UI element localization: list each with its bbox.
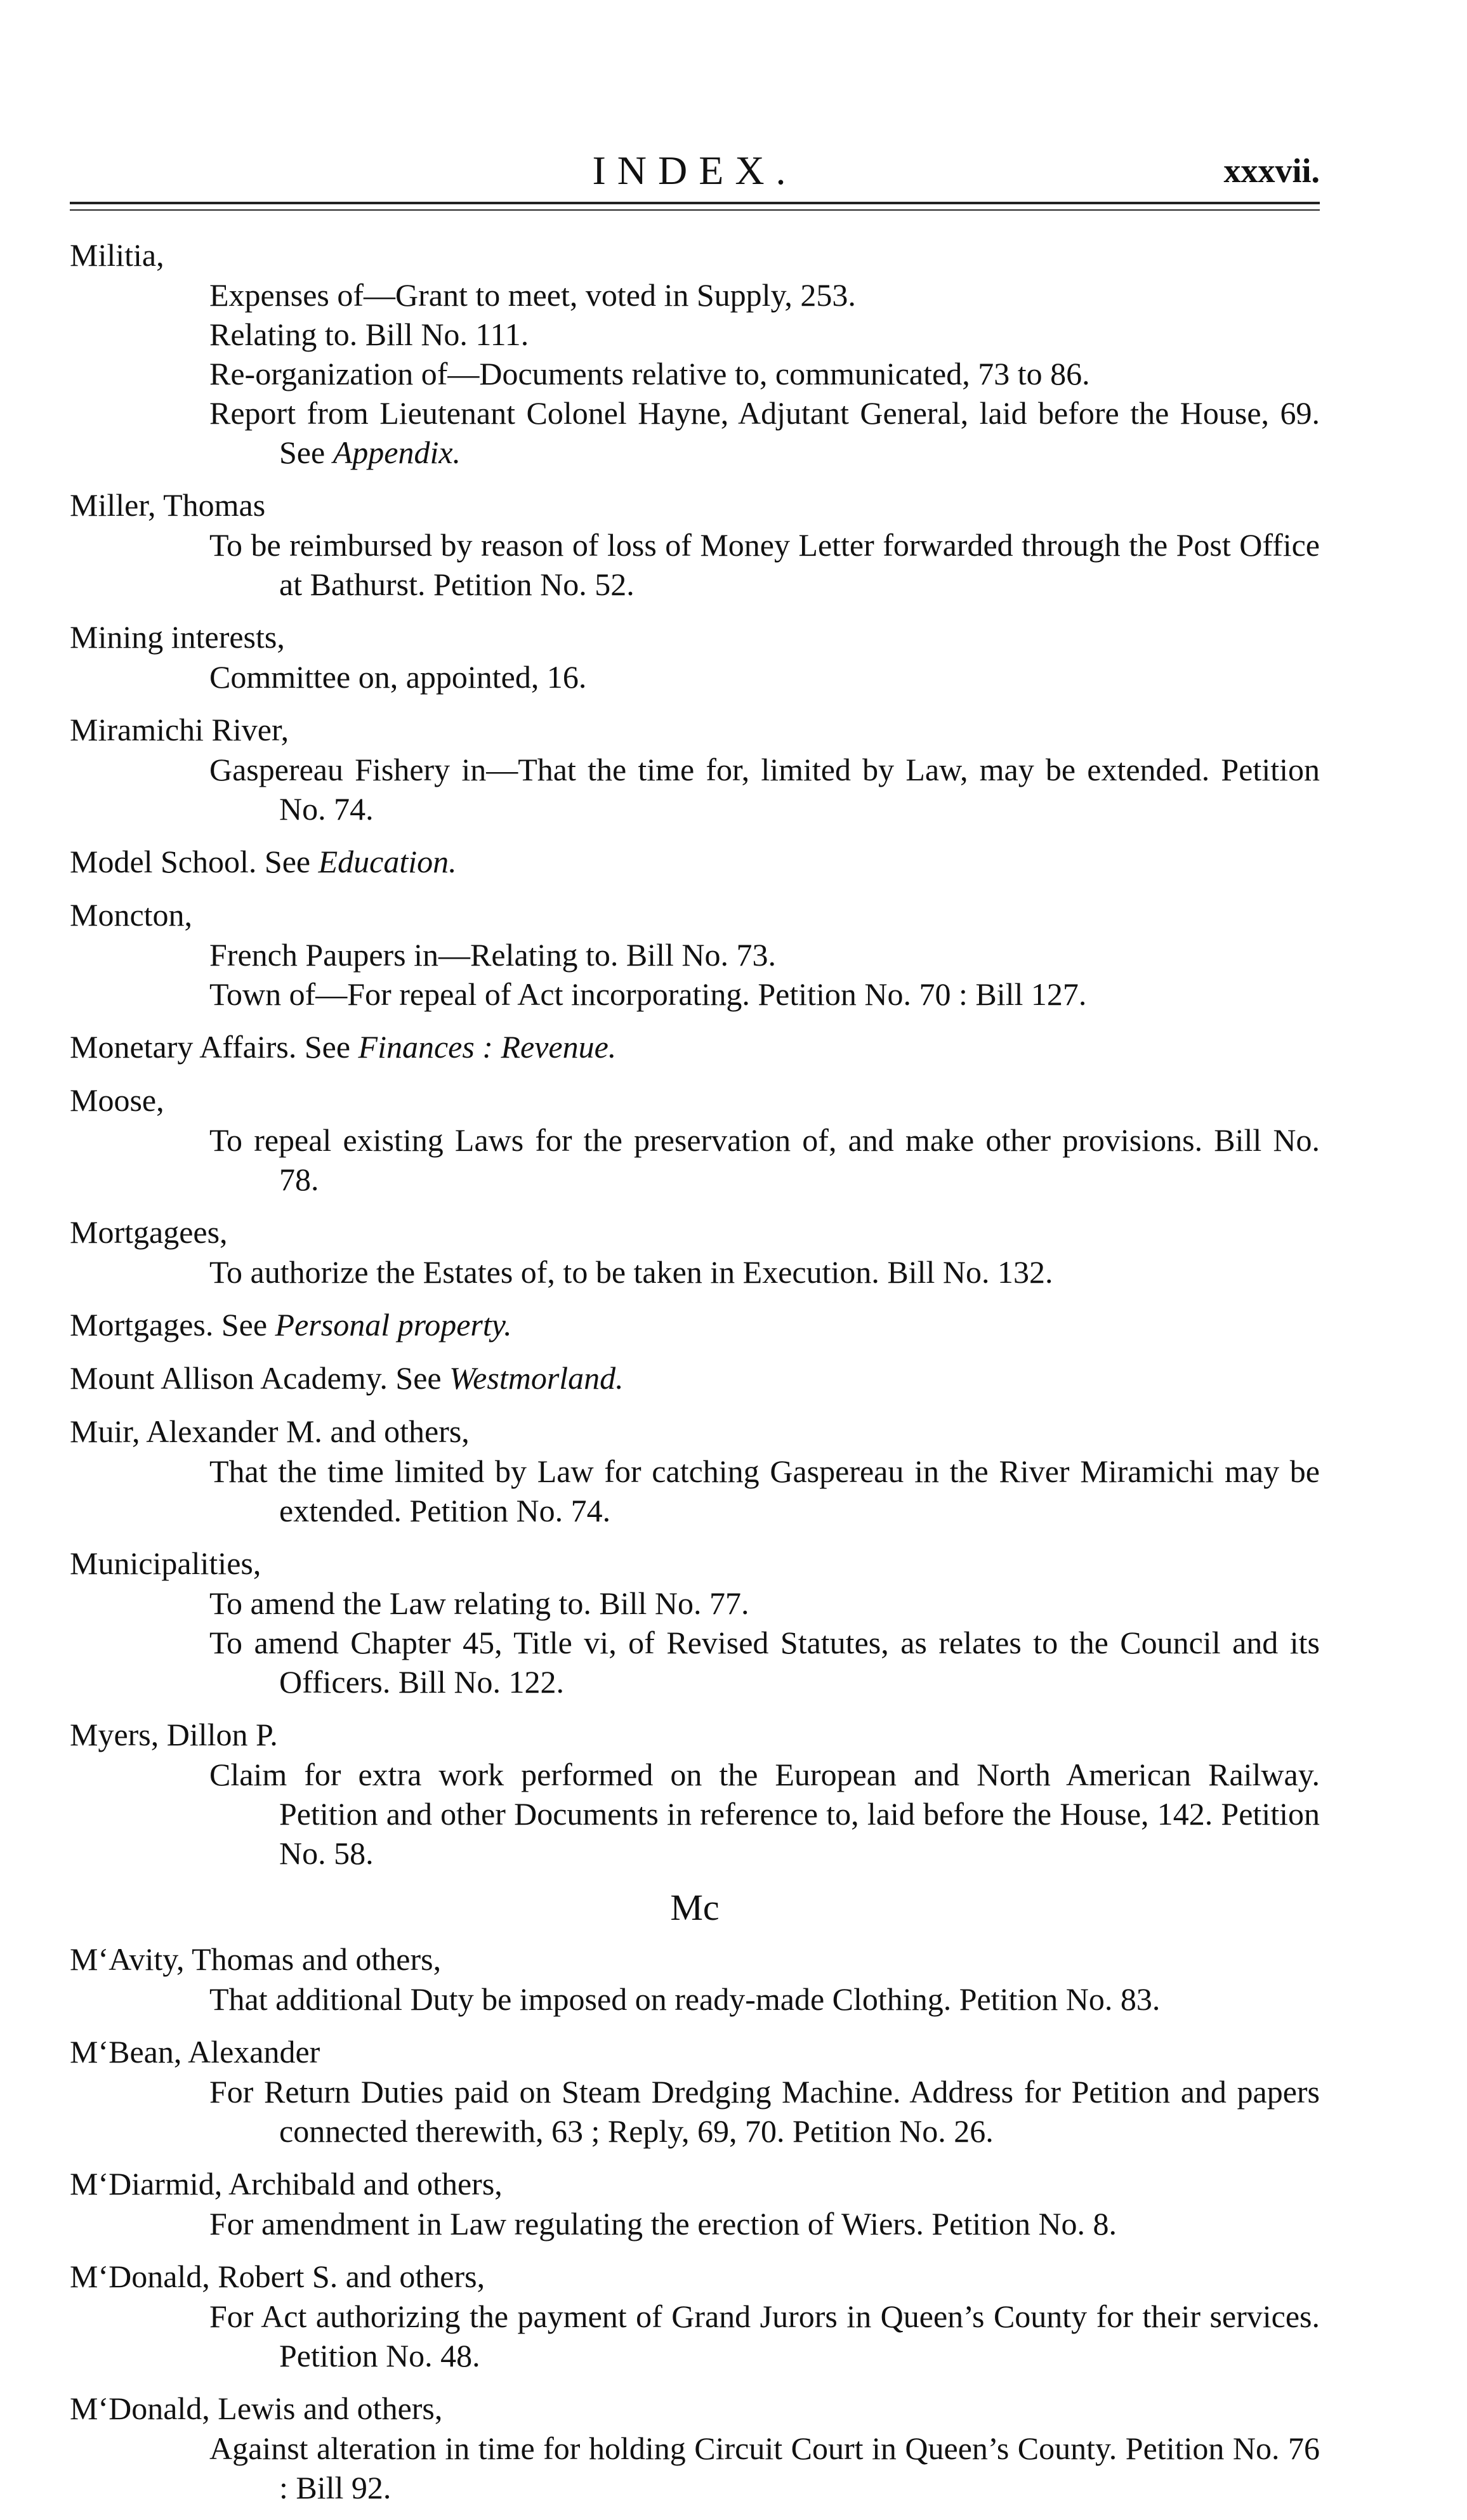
- index-entry: [70, 2163, 1320, 2243]
- header-rule-thin: [70, 209, 1320, 211]
- entry-heading: Municipalities,: [70, 1545, 261, 1581]
- entry-heading: M‘Avity, Thomas and others,: [70, 1941, 442, 1977]
- entry-subitem: To amend the Law relating to. Bill No. 77.: [209, 1585, 749, 1621]
- entry-heading: [70, 1358, 1320, 1398]
- entry-subitem: To be reimbursed by reason of loss of Money Letter forwarded through the Post Office at Bathurst. Petition No. 52.: [209, 527, 1320, 602]
- index-entry: [70, 617, 1320, 697]
- see-reference: Education.: [318, 844, 457, 879]
- subitem-text: Report from Lieutenant Colonel Hayne, Adjutant General, laid before the House, 69. See: [209, 395, 1320, 470]
- entry-heading: Moose,: [70, 1082, 164, 1118]
- entry-subitem: [70, 393, 1320, 472]
- heading-text: Monetary Affairs. See: [70, 1029, 351, 1065]
- entry-heading: [70, 1304, 1320, 1345]
- index-entry: [70, 235, 1320, 472]
- entry-heading: Militia,: [70, 237, 164, 273]
- entry-heading: Miramichi River,: [70, 712, 289, 747]
- see-reference: Finances : Revenue.: [358, 1029, 617, 1065]
- index-entry: [70, 709, 1320, 829]
- index-entry: [70, 1411, 1320, 1530]
- heading-text: Mortgages. See: [70, 1307, 268, 1342]
- entry-heading: M‘Donald, Robert S. and others,: [70, 2259, 485, 2294]
- index-entry: [70, 2388, 1320, 2507]
- entry-heading: M‘Donald, Lewis and others,: [70, 2391, 443, 2426]
- entry-heading: [70, 1027, 1320, 1067]
- index-entry: [70, 1939, 1320, 2019]
- entry-subitem: Relating to. Bill No. 111.: [209, 317, 529, 352]
- index-entry: [70, 895, 1320, 1014]
- index-entry: [70, 1027, 1320, 1067]
- entry-heading: M‘Bean, Alexander: [70, 2034, 320, 2070]
- entry-heading: Mining interests,: [70, 619, 285, 655]
- page-header: [70, 147, 1320, 204]
- see-reference: Appendix.: [332, 435, 461, 470]
- entry-subitem: For Return Duties paid on Steam Dredging Machine. Address for Petition and papers connected therewith, 63 ; Reply, 69, 70. Petition No. 26.: [209, 2074, 1320, 2149]
- index-entry: [70, 1358, 1320, 1398]
- index-entry: [70, 1543, 1320, 1702]
- entry-heading: [70, 841, 1320, 882]
- see-reference: Westmorland.: [449, 1360, 624, 1396]
- index-entry: [70, 1080, 1320, 1199]
- entry-heading: M‘Diarmid, Archibald and others,: [70, 2166, 503, 2202]
- heading-text: Model School. See: [70, 844, 311, 879]
- page-title: INDEX.: [592, 148, 798, 193]
- entry-subitem: Expenses of—Grant to meet, voted in Supply, 253.: [209, 277, 856, 313]
- entry-subitem: Re-organization of—Documents relative to, communicated, 73 to 86.: [209, 356, 1090, 391]
- entry-subitem: French Paupers in—Relating to. Bill No. 73.: [209, 937, 776, 973]
- page-number: xxxvii.: [1223, 152, 1320, 190]
- index-entry: [70, 1304, 1320, 1345]
- entry-subitem: That additional Duty be imposed on ready-made Clothing. Petition No. 83.: [209, 1981, 1161, 2017]
- entry-subitem: Against alteration in time for holding Circuit Court in Queen’s County. Petition No. 76 : Bill 92.: [209, 2431, 1320, 2505]
- see-reference: Personal property.: [275, 1307, 512, 1342]
- index-entry: [70, 1212, 1320, 1292]
- entry-heading: Moncton,: [70, 897, 193, 933]
- index-entry: [70, 2031, 1320, 2151]
- entry-subitem: To amend Chapter 45, Title vi, of Revised Statutes, as relates to the Council and its Officers. Bill No. 122.: [209, 1625, 1320, 1700]
- index-content: [70, 235, 1320, 2520]
- entry-subitem: That the time limited by Law for catching Gaspereau in the River Miramichi may be extended. Petition No. 74.: [209, 1454, 1320, 1528]
- entry-subitem: Committee on, appointed, 16.: [209, 659, 587, 695]
- entry-subitem: For amendment in Law regulating the erection of Wiers. Petition No. 8.: [209, 2206, 1117, 2241]
- index-entry: [70, 1714, 1320, 1873]
- index-entry: [70, 841, 1320, 882]
- header-rule-thick: [70, 202, 1320, 204]
- entry-subitem: Town of—For repeal of Act incorporating. Petition No. 70 : Bill 127.: [209, 976, 1087, 1012]
- entry-subitem: For Act authorizing the payment of Grand Jurors in Queen’s County for their services. Petition No. 48.: [209, 2299, 1320, 2373]
- heading-text: Mount Allison Academy. See: [70, 1360, 442, 1396]
- entry-subitem: Gaspereau Fishery in—That the time for, limited by Law, may be extended. Petition No. 74.: [209, 752, 1320, 827]
- index-entry: [70, 485, 1320, 604]
- entry-heading: Muir, Alexander M. and others,: [70, 1414, 470, 1449]
- entry-heading: Myers, Dillon P.: [70, 1717, 278, 1752]
- entry-heading: Miller, Thomas: [70, 487, 266, 523]
- entry-subitem: Claim for extra work performed on the European and North American Railway. Petition and other Documents in reference to, laid before the House, 142. Petition No. 58.: [209, 1757, 1320, 1871]
- entry-subitem: To authorize the Estates of, to be taken in Execution. Bill No. 132.: [209, 1254, 1053, 1290]
- entry-heading: Mortgagees,: [70, 1214, 228, 1250]
- entry-subitem: To repeal existing Laws for the preservation of, and make other provisions. Bill No. 78.: [209, 1122, 1320, 1197]
- section-heading-mc: Mc: [670, 1887, 720, 1928]
- index-entry: [70, 2256, 1320, 2375]
